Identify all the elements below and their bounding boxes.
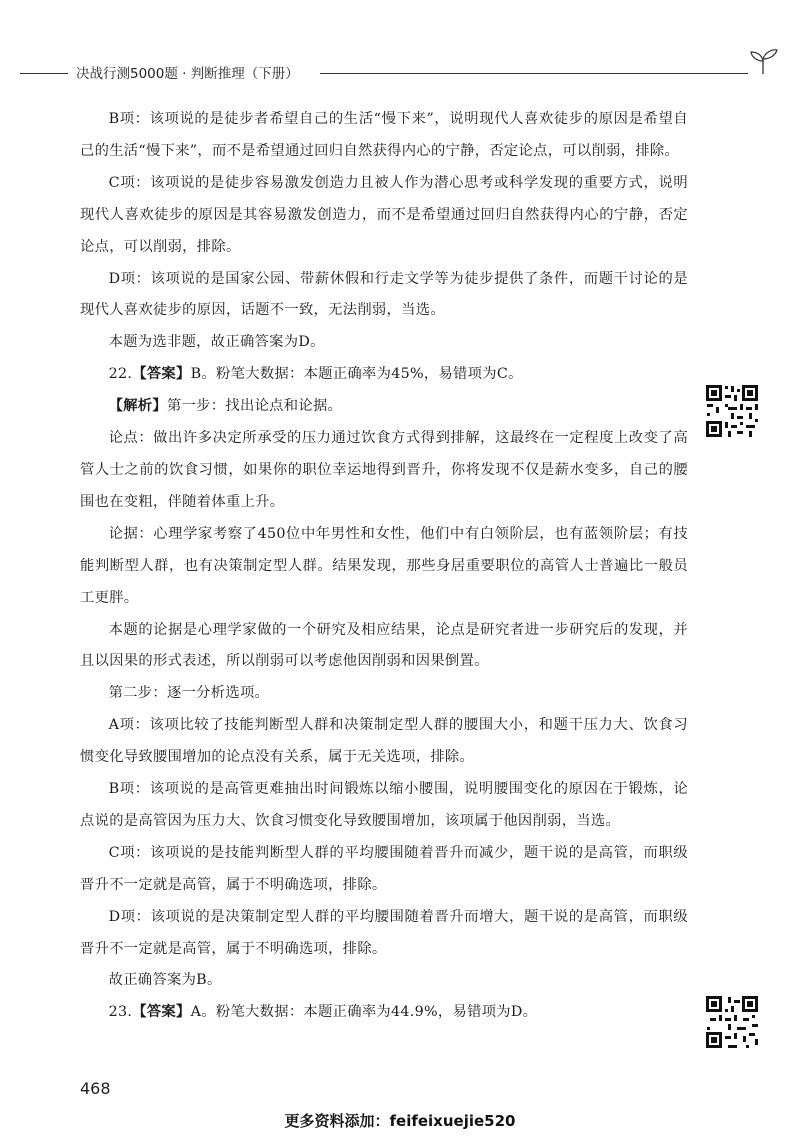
paragraph-conclusion-22: 故正确答案为B。 [108,972,222,989]
paragraph-option-d: D项：该项说的是国家公园、带薪休假和行走文学等为徒步提供了条件，而题干讨论的是现代人喜欢徒步的原因，话题不一致，无法削弱，当选。 [80,270,688,319]
paragraph-option-c: C项：该项说的是徒步容易激发创造力且被人作为潜心思考或科学发现的重要方式，说明现代人喜欢徒步的原因是其容易激发创造力，而不是希望通过回归自然获得内心的宁静，否定论点，可以削弱，排除。 [80,174,688,255]
paragraph-option-b-22: B项：该项说的是高管更难抽出时间锻炼以缩小腰围，说明腰围变化的原因在于锻炼，论点说的是高管因为压力大、饮食习惯变化导致腰围增加，该项属于他因削弱，当选。 [80,781,688,829]
paragraph-step-two: 第二步：逐一分析选项。 [108,685,270,702]
header-rule-right [320,73,748,74]
answer-text: B。粉笔大数据：本题正确率为45%，易错项为C。 [190,366,523,383]
paragraph-conclusion-21: 本题为选非题，故正确答案为D。 [108,334,325,351]
paragraph-option-c-22: C项：该项说的是技能判断型人群的平均腰围随着晋升而减少，题干说的是高管，而职级晋升不一定就是高管，属于不明确选项，排除。 [80,844,688,893]
answer-tag: 【答案】 [132,366,191,383]
header-title: 决战行测5000题 · 判断推理（下册） [76,66,299,82]
qr-code-icon[interactable] [704,994,760,1050]
analysis-tag: 【解析】 [108,398,167,415]
paragraph-option-b: B项：该项说的是徒步者希望自己的生活“慢下来”，说明现代人喜欢徒步的原因是希望自己的生活“慢下来”，而不是希望通过回归自然获得内心的宁静，否定论点，可以削弱，排除。 [80,111,688,159]
running-header [20,58,780,88]
page-body [80,104,688,1029]
question-22-analysis [80,391,688,423]
question-23-answer [80,997,688,1029]
paragraph-option-d-22: D项：该项说的是决策制定型人群的平均腰围随着晋升而增大，题干说的是高管，而职级晋升不一定就是高管，属于不明确选项，排除。 [80,908,688,957]
question-number: 23. [108,1004,133,1021]
header-rule-left [20,73,68,74]
footer-note: 更多资料添加：feifeixuejie520 [284,1112,516,1130]
analysis-text: 第一步：找出论点和论据。 [166,398,343,415]
answer-tag: 【答案】 [132,1004,191,1021]
question-number: 22. [108,366,133,383]
paragraph-evidence: 论据：心理学家考察了450位中年男性和女性，他们中有白领阶层，也有蓝领阶层；有技能判断型人群，也有决策制定型人群。结果发现，那些身居重要职位的高管人士普遍比一般员工更胖。 [80,525,688,606]
paragraph-argument: 论点：做出许多决定所承受的压力通过饮食方式得到排解，这最终在一定程度上改变了高管人士之前的饮食习惯，如果你的职位幸运地得到晋升，你将发现不仅是薪水变多，自己的腰围也在变粗，伴随着体重上升。 [80,430,688,510]
qr-code-icon[interactable] [704,383,760,439]
page-number: 468 [80,1079,111,1098]
question-22-answer [80,359,688,391]
sprout-icon [746,44,780,78]
answer-text: A。粉笔大数据：本题正确率为44.9%，易错项为D。 [190,1004,538,1021]
paragraph-reasoning: 本题的论据是心理学家做的一个研究及相应结果，论点是研究者进一步研究后的发现，并且以因果的形式表述，所以削弱可以考虑他因削弱和因果倒置。 [80,621,688,670]
paragraph-option-a: A项：该项比较了技能判断型人群和决策制定型人群的腰围大小，和题干压力大、饮食习惯变化导致腰围增加的论点没有关系，属于无关选项，排除。 [80,717,688,766]
